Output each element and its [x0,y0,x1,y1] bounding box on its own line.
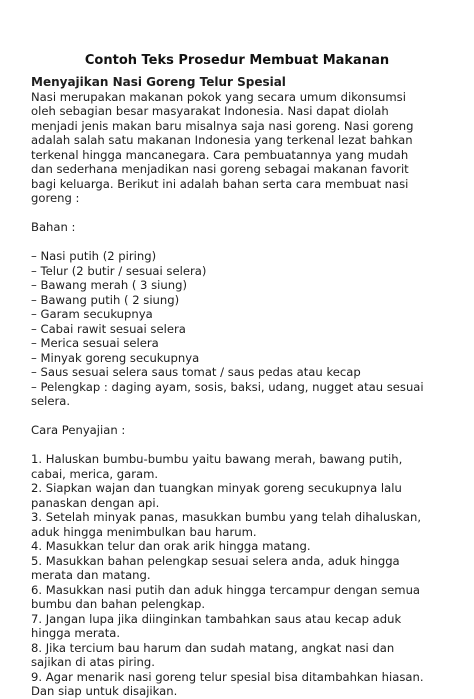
blank-line [31,206,451,221]
ingredient-item: – Saus sesuai selera saus tomat / saus pedas atau kecap [31,365,361,379]
steps-heading: Cara Penyajian : [31,423,126,437]
step-line: sajikan di atas piring. [31,655,155,669]
ingredient-item: – Bawang putih ( 2 siung) [31,292,180,307]
intro-line: dan sederhana menjadikan nasi goreng sebagai makanan favorit [31,162,409,176]
blank-line [31,438,451,453]
intro-line: oleh sebagian besar masyarakat Indonesia. Nasi dapat diolah [31,104,389,118]
step-line: 4. Masukkan telur dan orak arik hingga matang. [31,539,311,553]
step-line: 1. Haluskan bumbu-bumbu yaitu bawang merah, bawang putih, [31,452,403,466]
step-line: merata dan matang. [31,568,151,582]
step-line: 8. Jika tercium bau harum dan sudah matang, angkat nasi dan [31,640,395,655]
step-line: aduk hingga menimbulkan bau harum. [31,524,257,539]
ingredient-item: – Merica sesuai selera [31,336,159,350]
ingredients-heading: Bahan : [31,220,76,234]
step-line: 5. Masukkan bahan pelengkap sesuai selera anda, aduk hingga [31,553,400,568]
ingredients-list [31,249,451,409]
intro-line: Nasi merupakan makanan pokok yang secara umum dikonsumsi [31,89,406,104]
intro-line: bagi keluarga. Berikut ini adalah bahan serta cara membuat nasi [31,176,409,191]
step-line: panaskan dengan api. [31,495,160,510]
ingredient-item: – Cabai rawit sesuai selera [31,321,186,336]
ingredient-item: – Pelengkap : daging ayam, sosis, baksi, udang, nugget atau sesuai [31,379,424,394]
step-line: 2. Siapkan wajan dan tuangkan minyak goreng secukupnya lalu [31,481,402,495]
intro-line: goreng : [31,191,80,205]
ingredient-item: – Telur (2 butir / sesuai selera) [31,263,207,278]
step-line: 3. Setelah minyak panas, masukkan bumbu yang telah dihaluskan, [31,510,422,524]
ingredient-item-continued: selera. [31,394,71,408]
ingredient-item: – Garam secukupnya [31,307,153,321]
step-line: 7. Jangan lupa jika diinginkan tambahkan saus atau kecap aduk [31,611,402,626]
document-body [31,75,451,699]
ingredient-item: – Bawang merah ( 3 siung) [31,278,187,292]
section-subtitle: Menyajikan Nasi Goreng Telur Spesial [31,75,286,89]
blank-line [31,409,451,424]
intro-line: menjadi jenis makan baru misalnya saja nasi goreng. Nasi goreng [31,118,414,133]
intro-paragraph [31,90,451,206]
intro-line: adalah salah satu makanan Indonesia yang terkenal lezat bahkan [31,133,413,147]
steps-list [31,452,451,699]
step-line: Dan siap untuk disajikan. [31,684,178,698]
intro-line: terkenal hingga mancanegara. Cara pembuatannya yang mudah [31,147,409,162]
ingredient-item: – Minyak goreng secukupnya [31,350,200,365]
step-line: bumbu dan bahan pelengkap. [31,597,206,611]
step-line: cabai, merica, garam. [31,466,159,481]
step-line: hingga merata. [31,626,121,640]
blank-line [31,235,451,250]
document-title: Contoh Teks Prosedur Membuat Makanan [84,53,390,68]
step-line: 6. Masukkan nasi putih dan aduk hingga tercampur dengan semua [31,582,421,597]
ingredient-item: – Nasi putih (2 piring) [31,249,157,263]
step-line: 9. Agar menarik nasi goreng telur spesial bisa ditambahkan hiasan. [31,669,424,684]
